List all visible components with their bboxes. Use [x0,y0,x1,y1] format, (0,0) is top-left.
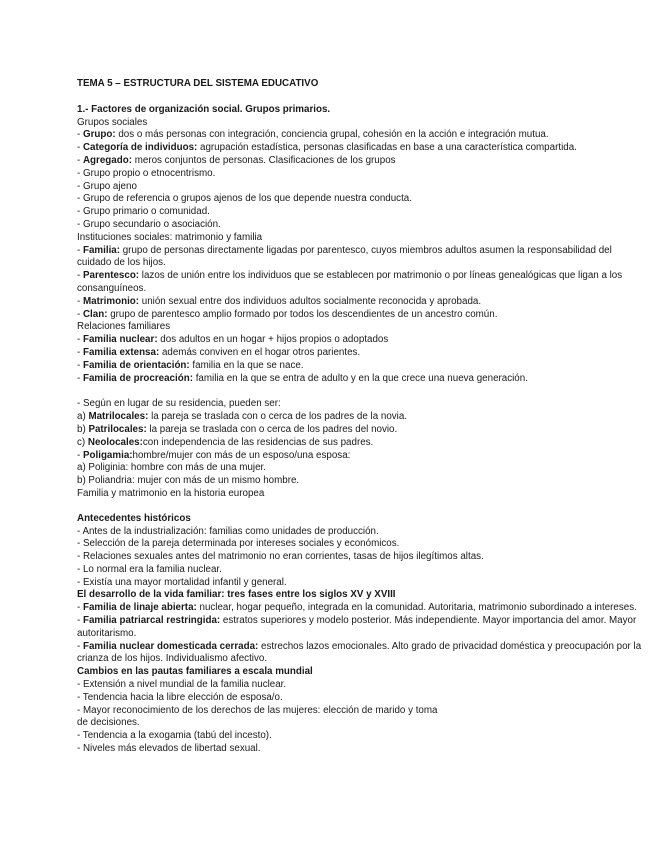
definition-item: - Familia patriarcal restringida: estratos superiores y modelo posterior. Más independiente. Mayor importancia del amor. Mayor autoritarismo. [77,615,637,639]
list-item: - Selección de la pareja determinada por intereses sociales y económicos. [77,538,400,550]
subsection-label: Familia y matrimonio en la historia europea [77,487,265,499]
definition-item: - Familia de orientación: familia en la que se nace. [77,359,304,371]
list-item: de decisiones. [77,717,140,729]
subsection-label: Grupos sociales [77,116,148,128]
definition-item: a) Matrilocales: la pareja se traslada con o cerca de los padres de la novia. [77,411,408,423]
list-item: b) Poliandria: mujer con más de un mismo hombre. [77,475,300,487]
definition-item: - Familia de procreación: familia en la que se entra de adulto y en la que crece una nueva generación. [77,372,528,384]
subsection-label: Instituciones sociales: matrimonio y familia [77,231,263,243]
section-heading: 1.- Factores de organización social. Grupos primarios. [77,103,331,115]
definition-item: - Poligamia:hombre/mujer con más de un esposo/una esposa: [77,449,351,461]
subsection-label: Relaciones familiares [77,321,171,333]
list-item: - Extensión a nivel mundial de la familia nuclear. [77,679,287,691]
document-page [77,78,642,756]
residence-intro: - Según en lugar de su residencia, pueden ser: [77,398,281,410]
list-item: - Tendencia hacia la libre elección de esposa/o. [77,691,283,703]
section-heading: Antecedentes históricos [77,512,191,524]
list-item: - Existía una mayor mortalidad infantil y general. [77,576,287,588]
list-item: - Niveles más elevados de libertad sexual. [77,743,261,755]
definition-item: - Parentesco: lazos de unión entre los individuos que se establecen por matrimonio o por líneas genealógicas que ligan a los consanguíneos. [77,270,623,294]
list-item: - Grupo propio o etnocentrismo. [77,167,216,179]
definition-item: - Matrimonio: unión sexual entre dos individuos adultos socialmente reconocida y aprobada. [77,295,482,307]
list-item: - Antes de la industrialización: familias como unidades de producción. [77,525,379,537]
list-item: a) Poliginia: hombre con más de una mujer. [77,462,266,474]
document-title: TEMA 5 – ESTRUCTURA DEL SISTEMA EDUCATIVO [77,78,319,89]
list-item: - Grupo de referencia o grupos ajenos de los que depende nuestra conducta. [77,193,412,205]
definition-item: - Agregado: meros conjuntos de personas. Clasificaciones de los grupos [77,154,396,166]
list-item: - Relaciones sexuales antes del matrimonio no eran corrientes, tasas de hijos ilegítimos altas. [77,551,484,563]
definition-item: c) Neolocales:con independencia de las residencias de sus padres. [77,436,374,448]
list-item: - Tendencia a la exogamia (tabú del incesto). [77,730,272,742]
definition-item: b) Patrilocales: la pareja se traslada con o cerca de los padres del novio. [77,423,398,435]
definition-item: - Grupo: dos o más personas con integración, conciencia grupal, cohesión en la acción e integración mutua. [77,129,549,141]
definition-item: - Familia: grupo de personas directamente ligadas por parentesco, cuyos miembros adultos asumen la responsabilidad del cuidado de los hijos. [77,244,612,269]
definition-item: - Familia extensa: además conviven en el hogar otros parientes. [77,346,361,358]
definition-item: - Familia nuclear domesticada cerrada: estrechos lazos emocionales. Alto grado de privacidad doméstica y preocupación por la crianza de los hijos. Individualismo afectivo. [77,640,642,665]
section-heading: Cambios en las pautas familiares a escala mundial [77,666,313,678]
section-heading: El desarrollo de la vida familiar: tres fases entre los siglos XV y XVIII [77,589,396,601]
definition-item: - Familia de linaje abierta: nuclear, hogar pequeño, integrada en la comunidad. Autoritaria, matrimonio subordinado a intereses. [77,602,637,614]
list-item: - Grupo primario o comunidad. [77,206,210,218]
list-item: - Mayor reconocimiento de los derechos de las mujeres: elección de marido y toma [77,704,438,716]
list-item: - Grupo ajeno [77,180,137,192]
definition-item: - Clan: grupo de parentesco amplio formado por todos los descendientes de un ancestro común. [77,308,498,320]
definition-item: - Familia nuclear: dos adultos en un hogar + hijos propios o adoptados [77,334,389,346]
list-item: - Lo normal era la familia nuclear. [77,563,222,575]
definition-item: - Categoría de individuos: agrupación estadística, personas clasificadas en base a una característica compartida. [77,142,577,154]
list-item: - Grupo secundario o asociación. [77,218,221,230]
